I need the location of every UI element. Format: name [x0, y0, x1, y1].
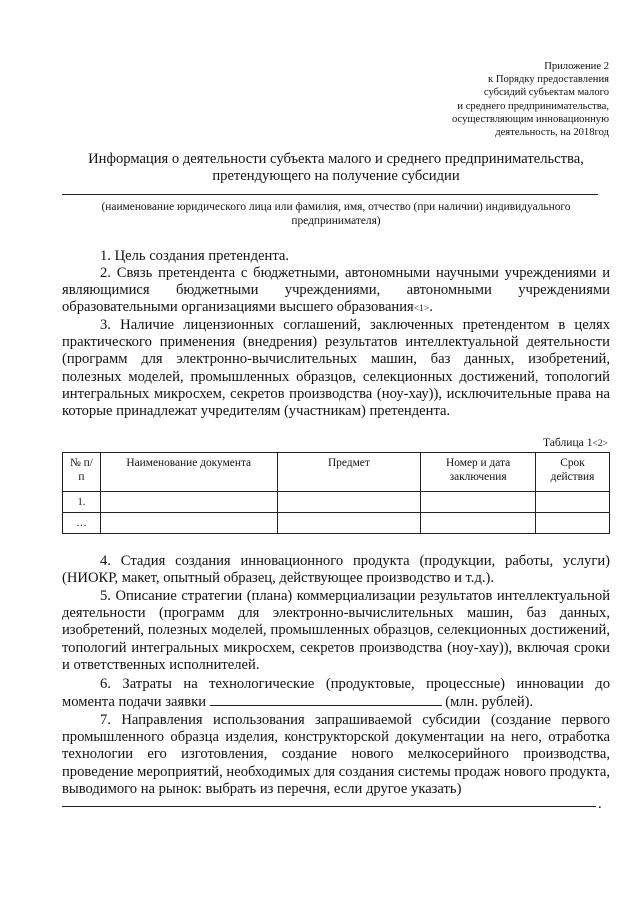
- item-2-end: .: [429, 299, 433, 316]
- item-2-text: 2. Связь претендента с бюджетными, автономными научными учреждениями и являющимися бюджетными учреждениями, автономными учреждениями образовательными организациями высшего образования: [62, 265, 610, 316]
- name-fill-line: [62, 194, 598, 195]
- item-7: 7. Направления использования запрашиваемой субсидии (создание первого промышленного образца изделия, конструкторской документации на него, отработка технологии его изготовления, создание нового мелкосерийного производства, проведение мероприятий, необходимых для создания системы продаж нового продукта, выводимого на рынок: выбрать из перечня, если другое указать): [62, 712, 610, 797]
- appendix-line: деятельность, на 2018год: [495, 127, 609, 139]
- header-number: № п/п: [63, 453, 101, 492]
- appendix-line: к Порядку предоставления: [488, 74, 609, 86]
- costs-fill-line: [210, 693, 442, 706]
- direction-fill-line: [62, 806, 596, 807]
- header-subject: Предмет: [277, 453, 421, 492]
- table-cell: [100, 492, 277, 513]
- table-cell: [100, 513, 277, 534]
- header-document-name: Наименование документа: [100, 453, 277, 492]
- item-2: [62, 265, 610, 319]
- item-5: 5. Описание стратегии (плана) коммерциализации результатов интеллектуальной деятельности (программ для электронно-вычислительных машин, баз данных, изобретений, полезных моделей, промышленных образцов, селекционных достижений, топологий интегральных микросхем, секретов производства (ноу-хау)), включая сроки и ответственных исполнителей.: [62, 588, 610, 673]
- table-cell: [277, 492, 421, 513]
- name-caption: [62, 200, 610, 228]
- table-cell: [536, 492, 610, 513]
- appendix-line: и среднего предпринимательства,: [457, 100, 609, 112]
- document-title: [62, 151, 610, 185]
- caption-line-2: предпринимателя): [291, 215, 381, 227]
- appendix-line: Приложение 2: [544, 61, 609, 72]
- item-6-unit: (млн. рублей).: [441, 694, 534, 711]
- table-cell: [421, 513, 536, 534]
- appendix-line: субсидий субъектам малого: [483, 87, 609, 99]
- header-term: Срок действия: [536, 453, 610, 492]
- table-row: [63, 513, 610, 534]
- caption-line-1: (наименование юридического лица или фамилия, имя, отчество (при наличии) индивидуального: [101, 201, 571, 213]
- title-line-2: претендующего на получение субсидии: [212, 168, 460, 184]
- table-cell: 1.: [63, 492, 101, 513]
- table-cell: [277, 513, 421, 534]
- item-1: 1. Цель создания претендента.: [100, 248, 289, 264]
- table-caption: [543, 436, 608, 449]
- appendix-header: [349, 60, 609, 139]
- table-cell: [421, 492, 536, 513]
- item-6-text: 6. Затраты на технологические (продуктовые, процессные) инновации до момента подачи заявки: [62, 676, 610, 711]
- table-header-row: [63, 453, 610, 492]
- header-number-date: Номер и дата заключения: [421, 453, 536, 492]
- item-3: 3. Наличие лицензионных соглашений, заключенных претендентом в целях практического применения (внедрения) результатов интеллектуальной деятельности (программ для электронно-вычислительных машин, баз данных, изобретений, полезных моделей, промышленных образцов, селекционных достижений, топологий интегральных микросхем, секретов производства (ноу-хау)), исключительные права на которые принадлежат учредителям (участникам) претендента.: [62, 317, 610, 420]
- table-row: [63, 492, 610, 513]
- item-4: 4. Стадия создания инновационного продукта (продукции, работы, услуги) (НИОКР, макет, опытный образец, действующее производство и т.д.).: [62, 553, 610, 587]
- documents-table: [62, 452, 610, 534]
- footnote-ref-1: <1>: [413, 304, 430, 315]
- item-7-end: .: [598, 796, 602, 812]
- footnote-ref-2: <2>: [592, 439, 608, 449]
- title-line-1: Информация о деятельности субъекта малого и среднего предпринимательства,: [88, 151, 584, 167]
- table-cell: [536, 513, 610, 534]
- table-cell: …: [63, 513, 101, 534]
- item-6: [62, 676, 610, 711]
- table-caption-text: Таблица 1: [542, 436, 593, 449]
- appendix-line: осуществляющим инновационную: [451, 113, 609, 125]
